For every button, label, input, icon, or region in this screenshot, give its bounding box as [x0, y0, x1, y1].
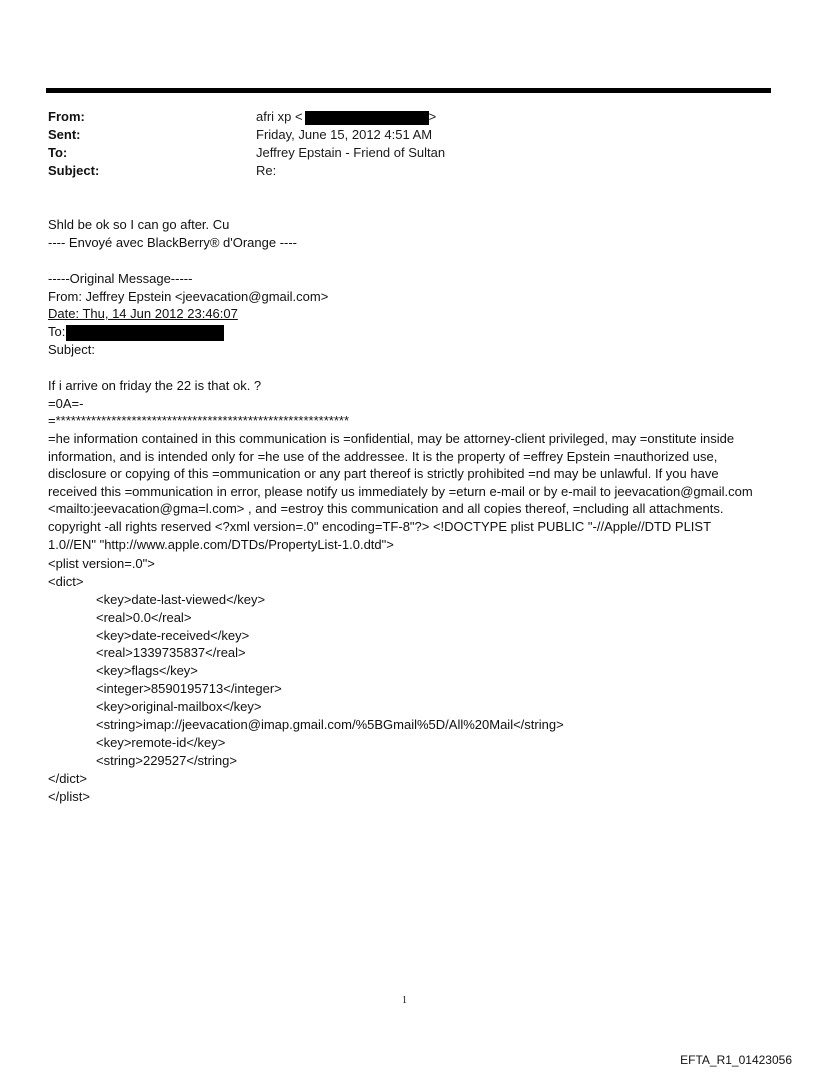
plist-close: </plist> [48, 788, 90, 804]
plist-open: <plist version=.0"> [48, 556, 155, 571]
plist-entry: <real>0.0</real> [96, 609, 192, 625]
encoding-line: =0A=- [48, 396, 84, 411]
original-to [48, 323, 224, 341]
to-value: Jeffrey Epstain - Friend of Sultan [256, 145, 446, 160]
page-number: 1 [402, 995, 407, 1006]
blackberry-signature: ---- Envoyé avec BlackBerry® d'Orange ---- [48, 235, 298, 250]
plist-entry: <string>229527</string> [96, 752, 237, 768]
original-question: If i arrive on friday the 22 is that ok. ? [48, 378, 262, 393]
sent-value: Friday, June 15, 2012 4:51 AM [256, 127, 433, 142]
plist-entry: <key>flags</key> [96, 663, 198, 679]
header-rule [46, 88, 771, 93]
from-tail: > [428, 109, 437, 124]
plist-entry: <integer>8590195713</integer> [96, 681, 282, 697]
dict-close: </dict> [48, 770, 88, 786]
plist-entry: <key>date-received</key> [96, 627, 250, 643]
redaction-box [305, 111, 429, 125]
plist-entry: <key>original-mailbox</key> [96, 699, 262, 715]
original-date: Date: Thu, 14 Jun 2012 23:46:07 [48, 306, 238, 321]
subject-value: Re: [256, 163, 277, 178]
subject-label: Subject: [48, 163, 100, 178]
dict-open: <dict> [48, 573, 84, 589]
sent-label: Sent: [48, 127, 81, 142]
from-name: afri xp < [256, 109, 303, 124]
disclaimer-paragraph: =he information contained in this communication is =onfidential, may be attorney-client privileged, may =onstitute inside information, and is intended only for =he use of the addressee. It is the property of =effrey Epstein =nauthorized use, disclosure or copying of this =ommunication or any part thereof is strictly prohibited =nd may be unlawful. If you have received this =ommunication in error, please notify us immediately by =eturn e-mail or by e-mail to jeevacation@gmail.com <mailto:jeevacation@gma=l.com> , and =estroy this communication and all copies thereof, =ncluding all attachments. copyright -all rights reserved <?xml version=.0" encoding=TF-8"?> <!DOCTYPE plist PUBLIC "-//Apple//DTD PLIST 1.0//EN" "http://www.apple.com/DTDs/PropertyList-1.0.dtd"> [48, 431, 753, 552]
original-message-marker: -----Original Message----- [48, 271, 193, 286]
original-to-label: To: [48, 324, 66, 339]
plist-entry: <key>date-last-viewed</key> [96, 591, 266, 607]
plist-entry: <string>imap://jeevacation@imap.gmail.com/%5BGmail%5D/All%20Mail</string> [96, 717, 564, 733]
to-label: To: [48, 145, 68, 160]
redaction-box [66, 325, 224, 341]
plist-entry: <real>1339735837</real> [96, 645, 246, 661]
original-from: From: Jeffrey Epstein <jeevacation@gmail.com> [48, 289, 329, 304]
reply-line: Shld be ok so I can go after. Cu [48, 217, 230, 232]
from-value [256, 108, 436, 126]
plist-block [48, 555, 564, 805]
from-label: From: [48, 109, 85, 124]
document-id: EFTA_R1_01423056 [680, 1053, 792, 1067]
plist-entry: <key>remote-id</key> [96, 734, 226, 750]
stars-line: =********************************************************** [48, 413, 350, 428]
original-subject: Subject: [48, 342, 95, 357]
